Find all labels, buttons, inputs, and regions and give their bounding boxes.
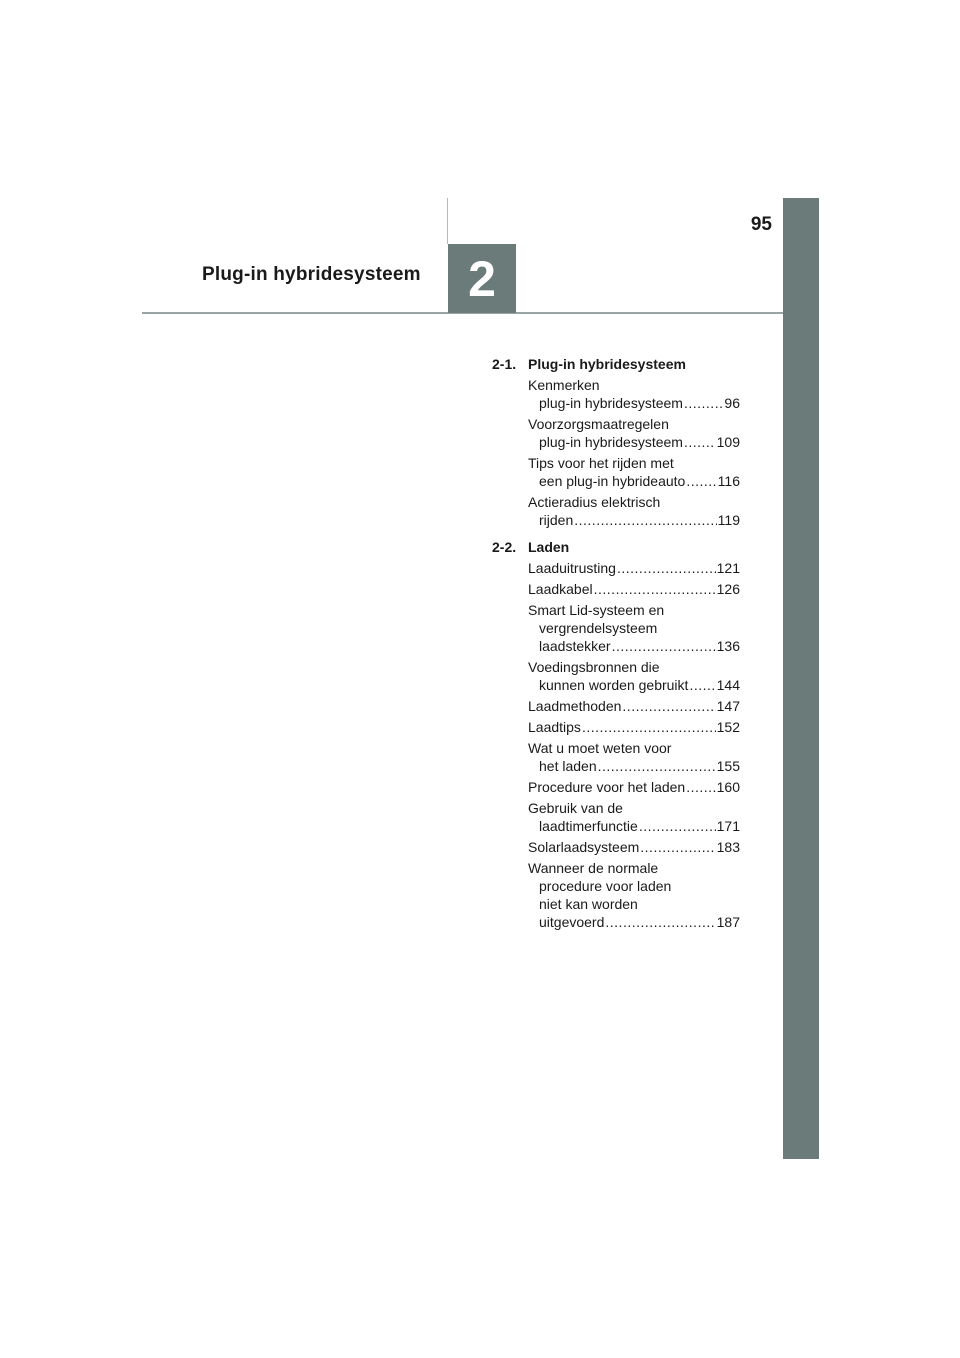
toc-entry-text: Voedingsbronnen die [528,659,660,675]
toc-entry[interactable] [528,415,740,451]
toc-entry-text: laadstekker [539,638,611,654]
toc-entry-text: Tips voor het rijden met [528,455,674,471]
toc-entry-text: het laden [539,758,597,774]
toc-entry-text: procedure voor laden [539,878,672,894]
toc-page-number: 136 [716,638,740,654]
toc-entry[interactable] [528,859,740,931]
toc-dot-leader [594,580,716,598]
toc-page-number: 96 [724,395,740,411]
toc-entry[interactable] [528,454,740,490]
toc-entry[interactable] [528,718,740,736]
toc-entry-text: Actieradius elektrisch [528,494,661,510]
toc-entry[interactable] [528,838,740,856]
toc-entry-text: een plug-in hybrideauto [539,473,686,489]
toc-page-number: 121 [716,560,740,576]
toc-entry-text: rijden [539,512,574,528]
toc-page-number: 116 [717,473,740,489]
toc-entry[interactable] [528,376,740,412]
toc-section-heading[interactable] [492,538,740,556]
toc-entry-text: vergrendelsysteem [539,620,658,636]
toc-section-title: Laden [528,539,570,555]
toc-entry-text: laadtimerfunctie [539,818,638,834]
toc-entry-text: Voorzorgsmaatregelen [528,416,669,432]
toc-section-heading[interactable] [492,355,740,373]
toc-dot-leader [639,817,716,835]
toc-entry-text: uitgevoerd [539,914,605,930]
toc-page-number: 171 [716,818,740,834]
toc-dot-leader [598,757,716,775]
chapter-title: Plug-in hybridesysteem [202,264,421,285]
toc-entry-text: Solarlaadsysteem [528,839,640,855]
toc-entry-text: Wat u moet weten voor [528,740,672,756]
toc-entry-text: Kenmerken [528,377,600,393]
toc-entry-list [492,559,740,931]
toc-page-number: 147 [716,698,740,714]
toc-entry-text: Laaduitrusting [528,560,616,576]
toc-dot-leader [622,697,715,715]
toc-dot-leader [686,472,716,490]
toc-dot-leader [640,838,715,856]
toc-entry-text: Smart Lid-systeem en [528,602,665,618]
toc-page-number: 109 [716,434,740,450]
toc-entry-text: plug-in hybridesysteem [539,395,683,411]
chapter-number-box [448,244,516,313]
toc-page-number: 160 [716,779,740,795]
toc-entry-text: niet kan worden [539,896,638,912]
toc-page-number: 187 [716,914,740,930]
toc-section-title: Plug-in hybridesysteem [528,356,686,372]
toc-dot-leader [684,394,723,412]
toc-dot-leader [574,511,716,529]
toc-entry-text: Laadmethoden [528,698,622,714]
toc-entry[interactable] [528,601,740,655]
toc-entry[interactable] [528,493,740,529]
toc-entry[interactable] [528,658,740,694]
chapter-tab-bar [783,198,819,1159]
toc-dot-leader [582,718,716,736]
toc-section-number: 2-1. [492,356,517,372]
chapter-number: 2 [468,250,496,307]
toc-page-number: 152 [716,719,740,735]
toc-page-number: 155 [716,758,740,774]
toc-entry-list [492,376,740,529]
toc-dot-leader [686,778,715,796]
toc-dot-leader [605,913,715,931]
toc-entry[interactable] [528,799,740,835]
toc-entry[interactable] [528,697,740,715]
toc-entry[interactable] [528,778,740,796]
toc-page-number: 144 [716,677,740,693]
toc-page-number: 119 [717,512,740,528]
toc-entry[interactable] [528,580,740,598]
toc-entry-text: Laadtips [528,719,581,735]
toc-page-number: 126 [716,581,740,597]
toc-entry[interactable] [528,739,740,775]
toc-dot-leader [617,559,716,577]
toc-dot-leader [612,637,716,655]
toc-entry-text: Gebruik van de [528,800,623,816]
toc-page-number: 183 [716,839,740,855]
page-number: 95 [750,214,772,235]
table-of-contents [492,355,740,934]
toc-entry-text: plug-in hybridesysteem [539,434,683,450]
header-vertical-rule [447,198,448,244]
toc-entry-text: Procedure voor het laden [528,779,686,795]
toc-entry-text: kunnen worden gebruikt [539,677,689,693]
toc-section-number: 2-2. [492,539,517,555]
toc-dot-leader [684,433,716,451]
toc-entry[interactable] [528,559,740,577]
toc-entry-text: Wanneer de normale [528,860,659,876]
toc-dot-leader [689,676,715,694]
toc-entry-text: Laadkabel [528,581,593,597]
